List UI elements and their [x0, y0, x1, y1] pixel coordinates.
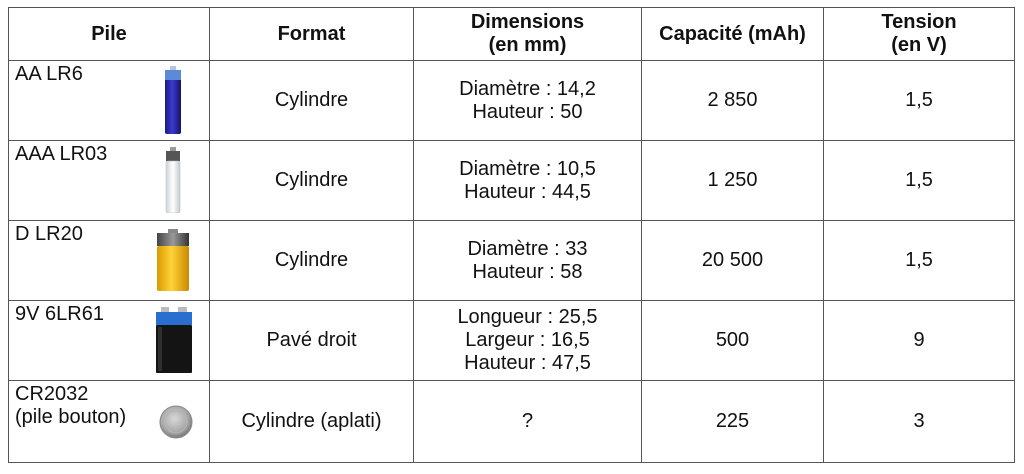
dimensions-cell	[414, 61, 642, 141]
dimension-line: Hauteur : 47,5	[464, 352, 591, 374]
table-row	[9, 381, 1015, 463]
d-battery-icon	[154, 229, 192, 291]
dimension-line: Longueur : 25,5	[457, 306, 598, 328]
format-cell: Cylindre	[210, 221, 414, 301]
capacite-cell: 500	[642, 301, 824, 381]
header-dimensions-line2: (en mm)	[488, 34, 567, 56]
dimension-line: Hauteur : 58	[472, 260, 583, 283]
tension-cell: 9	[824, 301, 1015, 381]
tension-cell: 1,5	[824, 61, 1015, 141]
header-dimensions	[414, 8, 642, 61]
pile-cell	[9, 61, 210, 141]
dimension-line: Diamètre : 33	[467, 237, 588, 260]
dimensions-cell	[414, 301, 642, 381]
table-row	[9, 141, 1015, 221]
capacite-cell: 1 250	[642, 141, 824, 221]
header-row	[9, 8, 1015, 61]
pile-name	[15, 383, 126, 429]
format-cell: Pavé droit	[210, 301, 414, 381]
aa-battery-icon	[163, 66, 183, 134]
dimensions-cell	[414, 141, 642, 221]
dimension-line: Hauteur : 44,5	[464, 180, 591, 203]
coin-cell-icon	[158, 404, 194, 440]
dimension-line: Hauteur : 50	[472, 100, 583, 123]
pile-name-line2: (pile bouton)	[15, 406, 127, 428]
capacite-cell: 2 850	[642, 61, 824, 141]
dimension-line: Diamètre : 10,5	[459, 157, 596, 180]
battery-table	[8, 7, 1015, 463]
header-tension	[824, 8, 1015, 61]
tension-cell: 1,5	[824, 141, 1015, 221]
dimension-line: Largeur : 16,5	[465, 329, 590, 351]
pile-cell	[9, 141, 210, 221]
header-tension-line1: Tension	[881, 11, 957, 33]
header-tension-line2: (en V)	[891, 34, 947, 56]
pile-cell	[9, 381, 210, 463]
format-cell: Cylindre	[210, 61, 414, 141]
header-dimensions-line1: Dimensions	[470, 11, 585, 33]
header-capacite: Capacité (mAh)	[642, 8, 824, 61]
dimensions-cell	[414, 221, 642, 301]
pile-cell	[9, 221, 210, 301]
pile-name: AAA LR03	[15, 143, 108, 165]
pile-name-line1: CR2032	[15, 383, 89, 405]
table-row	[9, 301, 1015, 381]
table-row	[9, 61, 1015, 141]
format-cell: Cylindre	[210, 141, 414, 221]
tension-cell: 3	[824, 381, 1015, 463]
capacite-cell: 225	[642, 381, 824, 463]
pile-name: D LR20	[15, 223, 83, 245]
pile-name: 9V 6LR61	[15, 303, 104, 325]
dimensions-cell: ?	[414, 381, 642, 463]
table-row	[9, 221, 1015, 301]
pile-name: AA LR6	[15, 63, 83, 85]
9v-battery-icon	[154, 307, 194, 373]
pile-cell	[9, 301, 210, 381]
tension-cell: 1,5	[824, 221, 1015, 301]
header-pile: Pile	[9, 8, 210, 61]
capacite-cell: 20 500	[642, 221, 824, 301]
header-format: Format	[210, 8, 414, 61]
format-cell: Cylindre (aplati)	[210, 381, 414, 463]
aaa-battery-icon	[164, 147, 182, 213]
dimension-line: Diamètre : 14,2	[459, 77, 596, 100]
